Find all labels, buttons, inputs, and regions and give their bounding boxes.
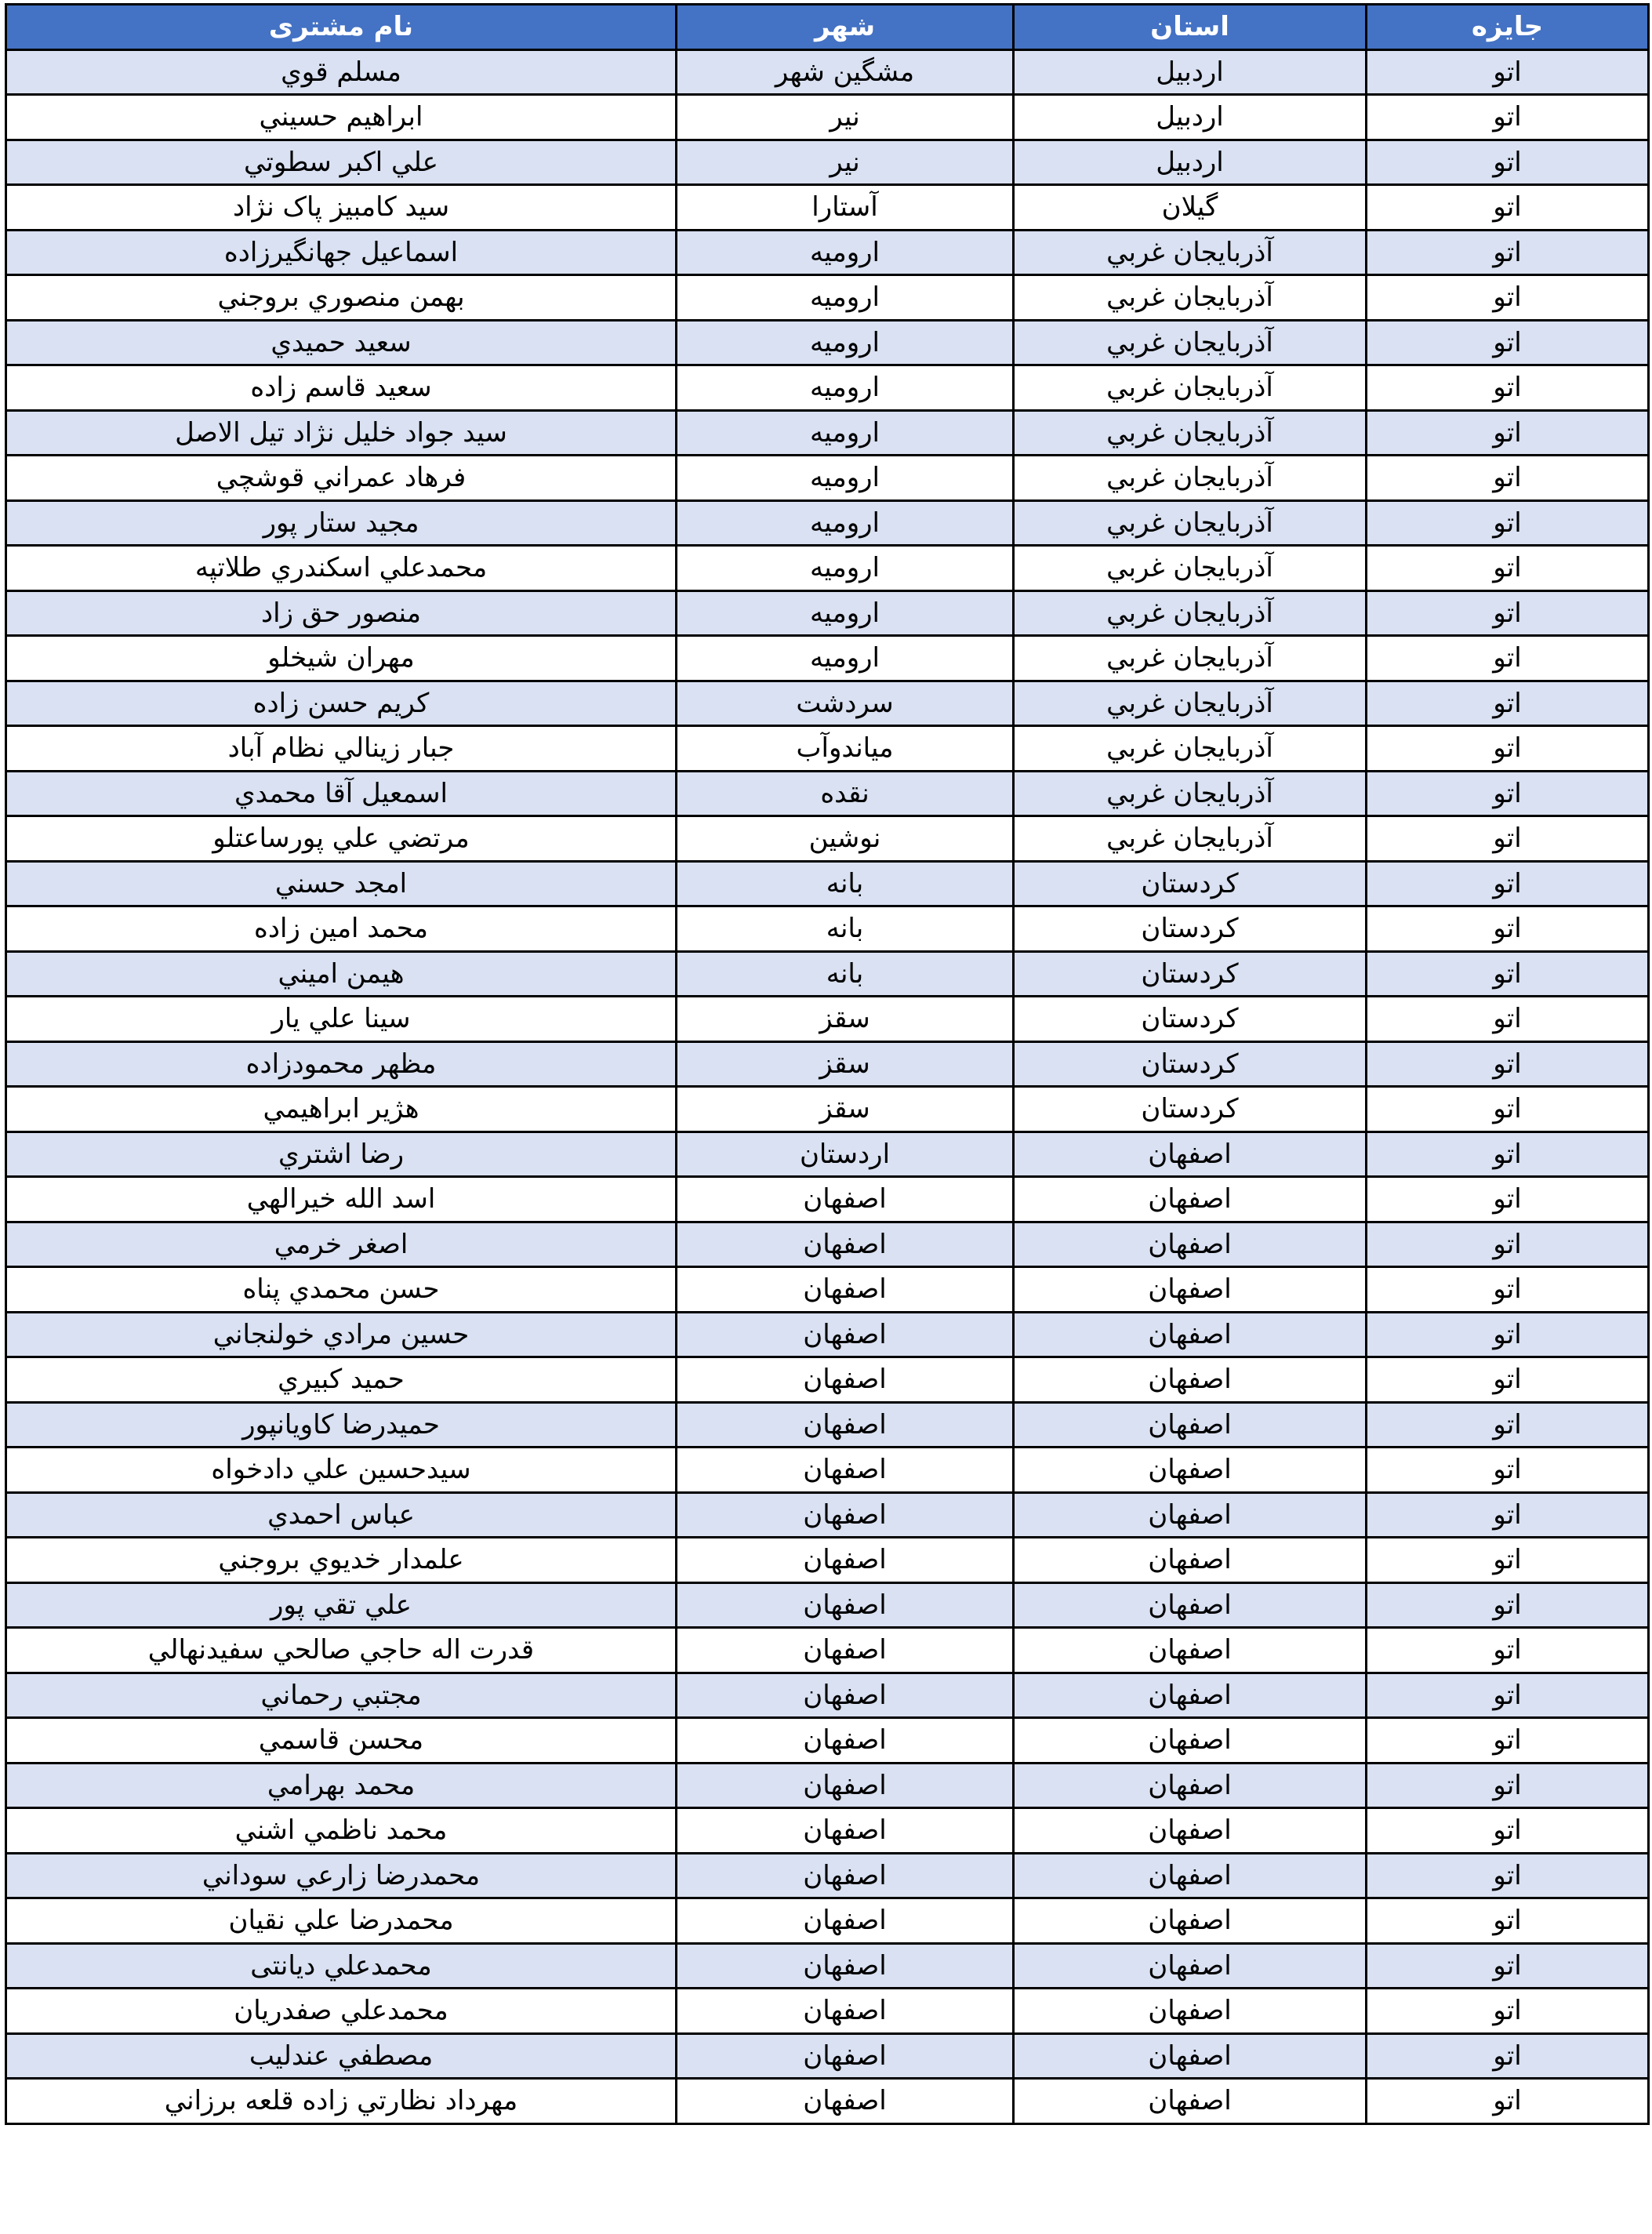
- cell-customer-name[interactable]: علي اكبر سطوتي: [6, 140, 677, 185]
- table-row: [6, 365, 1649, 411]
- table-row: [6, 1357, 1649, 1403]
- cell-province[interactable]: آذربايجان غربي: [1014, 681, 1367, 726]
- cell-customer-name[interactable]: محمدعلي دیانتی: [6, 1943, 677, 1989]
- cell-prize[interactable]: اتو: [1367, 2033, 1649, 2079]
- cell-customer-name[interactable]: قدرت اله حاجي صالحي سفيدنهالي: [6, 1628, 677, 1673]
- table-row: [6, 2033, 1649, 2079]
- cell-province[interactable]: اصفهان: [1014, 2079, 1367, 2124]
- cell-province[interactable]: اصفهان: [1014, 1267, 1367, 1313]
- cell-city[interactable]: اصفهان: [677, 1448, 1014, 1493]
- cell-province[interactable]: آذربايجان غربي: [1014, 636, 1367, 681]
- cell-customer-name[interactable]: مظهر محمودزاده: [6, 1041, 677, 1087]
- cell-prize[interactable]: اتو: [1367, 1673, 1649, 1718]
- cell-city[interactable]: اصفهان: [677, 1763, 1014, 1808]
- cell-prize[interactable]: اتو: [1367, 185, 1649, 231]
- cell-province[interactable]: اصفهان: [1014, 1582, 1367, 1628]
- cell-city[interactable]: اروميه: [677, 590, 1014, 636]
- cell-city[interactable]: نير: [677, 140, 1014, 185]
- cell-prize[interactable]: اتو: [1367, 1718, 1649, 1764]
- cell-prize[interactable]: اتو: [1367, 1853, 1649, 1898]
- cell-customer-name[interactable]: اصغر خرمي: [6, 1222, 677, 1267]
- cell-province[interactable]: اصفهان: [1014, 1673, 1367, 1718]
- cell-customer-name[interactable]: علمدار خديوي بروجني: [6, 1538, 677, 1583]
- cell-customer-name[interactable]: محمدعلي صفدريان: [6, 1989, 677, 2034]
- table-row: [6, 816, 1649, 862]
- cell-city[interactable]: بانه: [677, 906, 1014, 952]
- table-row: [6, 275, 1649, 321]
- cell-customer-name[interactable]: سيد جواد خليل نژاد تيل الاصل: [6, 410, 677, 456]
- cell-province[interactable]: اردبيل: [1014, 95, 1367, 140]
- table-row: [6, 590, 1649, 636]
- cell-city[interactable]: اصفهان: [677, 1943, 1014, 1989]
- cell-city[interactable]: اروميه: [677, 320, 1014, 365]
- cell-prize[interactable]: اتو: [1367, 771, 1649, 816]
- cell-customer-name[interactable]: حميدرضا كاويانپور: [6, 1402, 677, 1448]
- table-row: [6, 771, 1649, 816]
- table-row: [6, 2079, 1649, 2124]
- cell-province[interactable]: اصفهان: [1014, 2033, 1367, 2079]
- cell-city[interactable]: اصفهان: [677, 1673, 1014, 1718]
- cell-city[interactable]: اصفهان: [677, 1267, 1014, 1313]
- cell-prize[interactable]: اتو: [1367, 1357, 1649, 1403]
- cell-province[interactable]: اصفهان: [1014, 1222, 1367, 1267]
- cell-city[interactable]: سقز: [677, 997, 1014, 1042]
- cell-prize[interactable]: اتو: [1367, 1582, 1649, 1628]
- cell-customer-name[interactable]: مهرداد نظارتي زاده قلعه برزاني: [6, 2079, 677, 2124]
- table-row: [6, 1898, 1649, 1944]
- cell-province[interactable]: آذربايجان غربي: [1014, 275, 1367, 321]
- cell-city[interactable]: اصفهان: [677, 1628, 1014, 1673]
- cell-city[interactable]: اردستان: [677, 1132, 1014, 1177]
- cell-city[interactable]: اصفهان: [677, 1538, 1014, 1583]
- table-row: [6, 1087, 1649, 1132]
- cell-province[interactable]: اردبيل: [1014, 140, 1367, 185]
- table-row: [6, 681, 1649, 726]
- cell-prize[interactable]: اتو: [1367, 951, 1649, 997]
- cell-prize[interactable]: اتو: [1367, 1492, 1649, 1538]
- cell-prize[interactable]: اتو: [1367, 546, 1649, 591]
- table-row: [6, 1538, 1649, 1583]
- cell-city[interactable]: اروميه: [677, 275, 1014, 321]
- cell-customer-name[interactable]: مجتبي رحماني: [6, 1673, 677, 1718]
- table-row: [6, 230, 1649, 275]
- cell-customer-name[interactable]: محمدعلي اسكندري طلاتپه: [6, 546, 677, 591]
- table-row: [6, 1222, 1649, 1267]
- cell-city[interactable]: اصفهان: [677, 1312, 1014, 1357]
- cell-province[interactable]: آذربايجان غربي: [1014, 816, 1367, 862]
- cell-prize[interactable]: اتو: [1367, 590, 1649, 636]
- table-row: [6, 636, 1649, 681]
- cell-prize[interactable]: اتو: [1367, 365, 1649, 411]
- table-row: [6, 95, 1649, 140]
- cell-province[interactable]: گيلان: [1014, 185, 1367, 231]
- table-row: [6, 1492, 1649, 1538]
- cell-province[interactable]: اصفهان: [1014, 1538, 1367, 1583]
- cell-city[interactable]: مشگين شهر: [677, 49, 1014, 95]
- cell-customer-name[interactable]: اسمعيل آقا محمدي: [6, 771, 677, 816]
- cell-city[interactable]: نقده: [677, 771, 1014, 816]
- cell-province[interactable]: آذربايجان غربي: [1014, 365, 1367, 411]
- cell-customer-name[interactable]: سيدحسين علي دادخواه: [6, 1448, 677, 1493]
- cell-customer-name[interactable]: عباس احمدي: [6, 1492, 677, 1538]
- cell-customer-name[interactable]: حسن محمدي پناه: [6, 1267, 677, 1313]
- cell-prize[interactable]: اتو: [1367, 410, 1649, 456]
- cell-province[interactable]: اصفهان: [1014, 1402, 1367, 1448]
- cell-city[interactable]: اصفهان: [677, 1898, 1014, 1944]
- cell-city[interactable]: اصفهان: [677, 1808, 1014, 1854]
- cell-customer-name[interactable]: حسين مرادي خولنجاني: [6, 1312, 677, 1357]
- cell-province[interactable]: كردستان: [1014, 1087, 1367, 1132]
- cell-province[interactable]: آذربايجان غربي: [1014, 590, 1367, 636]
- cell-province[interactable]: آذربايجان غربي: [1014, 546, 1367, 591]
- cell-province[interactable]: آذربايجان غربي: [1014, 500, 1367, 546]
- table-row: [6, 726, 1649, 772]
- cell-customer-name[interactable]: محسن قاسمي: [6, 1718, 677, 1764]
- table-row: [6, 1448, 1649, 1493]
- table-row: [6, 320, 1649, 365]
- cell-prize[interactable]: اتو: [1367, 1628, 1649, 1673]
- cell-prize[interactable]: اتو: [1367, 1402, 1649, 1448]
- table-row: [6, 1718, 1649, 1764]
- cell-prize[interactable]: اتو: [1367, 275, 1649, 321]
- cell-prize[interactable]: اتو: [1367, 140, 1649, 185]
- cell-province[interactable]: اصفهان: [1014, 1718, 1367, 1764]
- cell-customer-name[interactable]: مسلم قوي: [6, 49, 677, 95]
- cell-city[interactable]: نير: [677, 95, 1014, 140]
- cell-province[interactable]: آذربايجان غربي: [1014, 410, 1367, 456]
- cell-customer-name[interactable]: اسماعيل جهانگيرزاده: [6, 230, 677, 275]
- cell-prize[interactable]: اتو: [1367, 320, 1649, 365]
- cell-prize[interactable]: اتو: [1367, 1177, 1649, 1222]
- table-row: [6, 906, 1649, 952]
- header-province[interactable]: استان: [1014, 5, 1367, 50]
- cell-province[interactable]: اصفهان: [1014, 1763, 1367, 1808]
- table-row: [6, 1853, 1649, 1898]
- table-row: [6, 861, 1649, 906]
- cell-province[interactable]: آذربايجان غربي: [1014, 726, 1367, 772]
- cell-prize[interactable]: اتو: [1367, 816, 1649, 862]
- table-row: [6, 410, 1649, 456]
- cell-prize[interactable]: اتو: [1367, 636, 1649, 681]
- cell-customer-name[interactable]: سيد كامبيز پاک نژاد: [6, 185, 677, 231]
- cell-customer-name[interactable]: رضا اشتري: [6, 1132, 677, 1177]
- table-row: [6, 185, 1649, 231]
- cell-prize[interactable]: اتو: [1367, 1448, 1649, 1493]
- cell-province[interactable]: كردستان: [1014, 861, 1367, 906]
- cell-city[interactable]: نوشين: [677, 816, 1014, 862]
- table-row: [6, 1943, 1649, 1989]
- cell-customer-name[interactable]: اسد الله خيرالهي: [6, 1177, 677, 1222]
- cell-city[interactable]: آستارا: [677, 185, 1014, 231]
- cell-customer-name[interactable]: محمد ناظمي اشني: [6, 1808, 677, 1854]
- cell-prize[interactable]: اتو: [1367, 1808, 1649, 1854]
- cell-customer-name[interactable]: ابراهيم حسيني: [6, 95, 677, 140]
- cell-province[interactable]: اردبيل: [1014, 49, 1367, 95]
- cell-city[interactable]: اصفهان: [677, 1357, 1014, 1403]
- cell-prize[interactable]: اتو: [1367, 500, 1649, 546]
- cell-city[interactable]: اصفهان: [677, 1718, 1014, 1764]
- cell-prize[interactable]: اتو: [1367, 906, 1649, 952]
- cell-province[interactable]: اصفهان: [1014, 1357, 1367, 1403]
- cell-city[interactable]: اصفهان: [677, 1177, 1014, 1222]
- cell-customer-name[interactable]: محمد امين زاده: [6, 906, 677, 952]
- cell-customer-name[interactable]: سعيد قاسم زاده: [6, 365, 677, 411]
- cell-prize[interactable]: اتو: [1367, 726, 1649, 772]
- cell-prize[interactable]: اتو: [1367, 1222, 1649, 1267]
- cell-prize[interactable]: اتو: [1367, 1943, 1649, 1989]
- cell-city[interactable]: اروميه: [677, 365, 1014, 411]
- cell-province[interactable]: اصفهان: [1014, 1628, 1367, 1673]
- cell-prize[interactable]: اتو: [1367, 1763, 1649, 1808]
- cell-customer-name[interactable]: محمدرضا زارعي سوداني: [6, 1853, 677, 1898]
- table-row: [6, 1267, 1649, 1313]
- cell-prize[interactable]: اتو: [1367, 681, 1649, 726]
- cell-province[interactable]: اصفهان: [1014, 1448, 1367, 1493]
- table-row: [6, 1763, 1649, 1808]
- cell-province[interactable]: اصفهان: [1014, 1989, 1367, 2034]
- cell-city[interactable]: اروميه: [677, 456, 1014, 501]
- cell-city[interactable]: بانه: [677, 951, 1014, 997]
- table-row: [6, 140, 1649, 185]
- table-row: [6, 1177, 1649, 1222]
- cell-city[interactable]: اروميه: [677, 636, 1014, 681]
- cell-city[interactable]: سقز: [677, 1087, 1014, 1132]
- cell-prize[interactable]: اتو: [1367, 1312, 1649, 1357]
- cell-city[interactable]: اروميه: [677, 230, 1014, 275]
- table-row: [6, 1132, 1649, 1177]
- cell-province[interactable]: اصفهان: [1014, 1898, 1367, 1944]
- header-city[interactable]: شهر: [677, 5, 1014, 50]
- cell-customer-name[interactable]: هيمن اميني: [6, 951, 677, 997]
- cell-city[interactable]: بانه: [677, 861, 1014, 906]
- table-row: [6, 1673, 1649, 1718]
- cell-province[interactable]: كردستان: [1014, 1041, 1367, 1087]
- cell-province[interactable]: آذربايجان غربي: [1014, 230, 1367, 275]
- cell-province[interactable]: آذربايجان غربي: [1014, 320, 1367, 365]
- cell-city[interactable]: مياندوآب: [677, 726, 1014, 772]
- cell-customer-name[interactable]: مهران شيخلو: [6, 636, 677, 681]
- cell-customer-name[interactable]: فرهاد عمراني قوشچي: [6, 456, 677, 501]
- winners-table: [5, 3, 1650, 2125]
- table-row: [6, 1628, 1649, 1673]
- cell-customer-name[interactable]: محمد بهرامي: [6, 1763, 677, 1808]
- cell-province[interactable]: اصفهان: [1014, 1177, 1367, 1222]
- header-row: [6, 5, 1649, 50]
- table-row: [6, 1402, 1649, 1448]
- cell-customer-name[interactable]: منصور حق زاد: [6, 590, 677, 636]
- cell-prize[interactable]: اتو: [1367, 230, 1649, 275]
- cell-prize[interactable]: اتو: [1367, 861, 1649, 906]
- cell-prize[interactable]: اتو: [1367, 2079, 1649, 2124]
- cell-prize[interactable]: اتو: [1367, 1041, 1649, 1087]
- cell-customer-name[interactable]: مصطفي عندليب: [6, 2033, 677, 2079]
- table-row: [6, 1808, 1649, 1854]
- cell-city[interactable]: سقز: [677, 1041, 1014, 1087]
- cell-prize[interactable]: اتو: [1367, 1538, 1649, 1583]
- cell-city[interactable]: اروميه: [677, 546, 1014, 591]
- cell-customer-name[interactable]: امجد حسني: [6, 861, 677, 906]
- cell-province[interactable]: كردستان: [1014, 951, 1367, 997]
- cell-prize[interactable]: اتو: [1367, 456, 1649, 501]
- cell-customer-name[interactable]: كريم حسن زاده: [6, 681, 677, 726]
- cell-province[interactable]: اصفهان: [1014, 1808, 1367, 1854]
- cell-province[interactable]: اصفهان: [1014, 1132, 1367, 1177]
- cell-city[interactable]: اصفهان: [677, 1853, 1014, 1898]
- cell-province[interactable]: كردستان: [1014, 906, 1367, 952]
- cell-city[interactable]: سردشت: [677, 681, 1014, 726]
- header-prize[interactable]: جایزه: [1367, 5, 1649, 50]
- table-row: [6, 49, 1649, 95]
- cell-province[interactable]: آذربايجان غربي: [1014, 771, 1367, 816]
- table-row: [6, 456, 1649, 501]
- cell-prize[interactable]: اتو: [1367, 1087, 1649, 1132]
- cell-city[interactable]: اروميه: [677, 410, 1014, 456]
- cell-city[interactable]: اصفهان: [677, 2079, 1014, 2124]
- cell-prize[interactable]: اتو: [1367, 1132, 1649, 1177]
- table-row: [6, 997, 1649, 1042]
- cell-city[interactable]: اروميه: [677, 500, 1014, 546]
- cell-province[interactable]: كردستان: [1014, 997, 1367, 1042]
- cell-city[interactable]: اصفهان: [677, 2033, 1014, 2079]
- cell-prize[interactable]: اتو: [1367, 49, 1649, 95]
- cell-customer-name[interactable]: محمدرضا علي نقيان: [6, 1898, 677, 1944]
- cell-customer-name[interactable]: مجيد ستار پور: [6, 500, 677, 546]
- cell-prize[interactable]: اتو: [1367, 95, 1649, 140]
- cell-prize[interactable]: اتو: [1367, 1898, 1649, 1944]
- cell-prize[interactable]: اتو: [1367, 1267, 1649, 1313]
- cell-province[interactable]: آذربايجان غربي: [1014, 456, 1367, 501]
- cell-province[interactable]: اصفهان: [1014, 1492, 1367, 1538]
- cell-customer-name[interactable]: بهمن منصوري بروجني: [6, 275, 677, 321]
- cell-province[interactable]: اصفهان: [1014, 1943, 1367, 1989]
- cell-province[interactable]: اصفهان: [1014, 1312, 1367, 1357]
- cell-city[interactable]: اصفهان: [677, 1402, 1014, 1448]
- cell-customer-name[interactable]: سعيد حميدي: [6, 320, 677, 365]
- cell-city[interactable]: اصفهان: [677, 1989, 1014, 2034]
- cell-prize[interactable]: اتو: [1367, 1989, 1649, 2034]
- cell-city[interactable]: اصفهان: [677, 1582, 1014, 1628]
- table-row: [6, 546, 1649, 591]
- table-row: [6, 1312, 1649, 1357]
- cell-customer-name[interactable]: مرتضي علي پورساعتلو: [6, 816, 677, 862]
- table-row: [6, 1989, 1649, 2034]
- cell-customer-name[interactable]: سينا علي يار: [6, 997, 677, 1042]
- table-row: [6, 1582, 1649, 1628]
- table-row: [6, 951, 1649, 997]
- cell-customer-name[interactable]: هژير ابراهيمي: [6, 1087, 677, 1132]
- table-row: [6, 500, 1649, 546]
- header-customer-name[interactable]: نام مشتری: [6, 5, 677, 50]
- cell-city[interactable]: اصفهان: [677, 1222, 1014, 1267]
- cell-customer-name[interactable]: جبار زينالي نظام آباد: [6, 726, 677, 772]
- cell-city[interactable]: اصفهان: [677, 1492, 1014, 1538]
- cell-customer-name[interactable]: علي تقي پور: [6, 1582, 677, 1628]
- cell-province[interactable]: اصفهان: [1014, 1853, 1367, 1898]
- table-row: [6, 1041, 1649, 1087]
- cell-prize[interactable]: اتو: [1367, 997, 1649, 1042]
- cell-customer-name[interactable]: حميد كبيري: [6, 1357, 677, 1403]
